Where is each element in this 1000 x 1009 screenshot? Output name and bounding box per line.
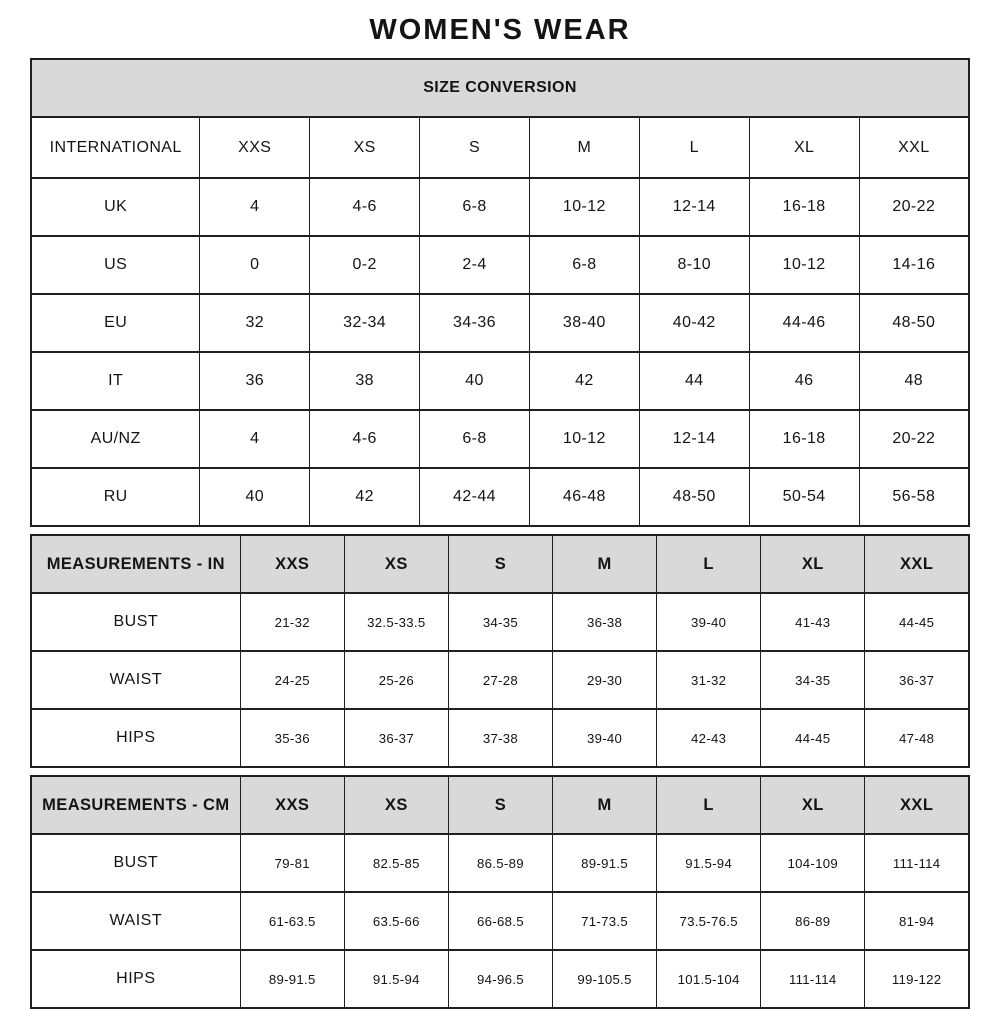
size-cell: 119-122 [865,950,969,1008]
size-cell: 99-105.5 [553,950,657,1008]
table-row [31,834,969,892]
table-title: MEASUREMENTS - IN [31,535,240,593]
column-header-row [31,535,969,593]
size-cell: 50-54 [749,468,859,526]
row-label: AU/NZ [31,410,200,468]
size-cell: 4 [200,178,310,236]
size-cell: 32-34 [310,294,420,352]
size-cell: XL [749,117,859,178]
size-cell: 2-4 [420,236,530,294]
size-cell: 46 [749,352,859,410]
size-cell: 71-73.5 [553,892,657,950]
row-label: HIPS [31,950,240,1008]
size-cell: 89-91.5 [240,950,344,1008]
size-cell: 32.5-33.5 [344,593,448,651]
size-cell: 36-37 [865,651,969,709]
size-cell: 10-12 [529,178,639,236]
size-cell: 29-30 [553,651,657,709]
size-cell: 44 [639,352,749,410]
row-label: UK [31,178,200,236]
size-cell: 73.5-76.5 [657,892,761,950]
size-cell: 48-50 [639,468,749,526]
size-cell: 111-114 [761,950,865,1008]
size-cell: 44-45 [865,593,969,651]
row-label: US [31,236,200,294]
size-cell: 34-36 [420,294,530,352]
size-cell: 20-22 [859,410,969,468]
row-label: INTERNATIONAL [31,117,200,178]
row-label: WAIST [31,892,240,950]
column-header: L [657,776,761,834]
size-cell: 40-42 [639,294,749,352]
size-cell: 10-12 [529,410,639,468]
size-cell: 12-14 [639,410,749,468]
size-cell: 89-91.5 [553,834,657,892]
column-header: XS [344,776,448,834]
size-cell: XS [310,117,420,178]
size-cell: 61-63.5 [240,892,344,950]
table-row [31,468,969,526]
size-cell: 37-38 [448,709,552,767]
row-label: BUST [31,834,240,892]
size-cell: 38 [310,352,420,410]
size-cell: 4-6 [310,410,420,468]
size-cell: 48 [859,352,969,410]
banner-row [31,59,969,117]
size-cell: 79-81 [240,834,344,892]
size-cell: 40 [200,468,310,526]
size-conversion-table-body [31,59,969,526]
size-cell: 14-16 [859,236,969,294]
size-cell: 66-68.5 [448,892,552,950]
column-header: L [657,535,761,593]
size-cell: 35-36 [240,709,344,767]
size-cell: 6-8 [529,236,639,294]
size-cell: 0 [200,236,310,294]
table-row [31,593,969,651]
column-header: M [553,535,657,593]
row-label: WAIST [31,651,240,709]
size-cell: 16-18 [749,178,859,236]
row-label: BUST [31,593,240,651]
size-cell: 10-12 [749,236,859,294]
size-cell: XXL [859,117,969,178]
size-cell: 47-48 [865,709,969,767]
column-header: S [448,535,552,593]
size-cell: 44-46 [749,294,859,352]
table-title: SIZE CONVERSION [31,59,969,117]
column-header: XL [761,535,865,593]
page-title: WOMEN'S WEAR [369,14,631,46]
size-cell: 104-109 [761,834,865,892]
size-cell: 4-6 [310,178,420,236]
size-cell: 25-26 [344,651,448,709]
size-cell: 34-35 [761,651,865,709]
size-cell: 86.5-89 [448,834,552,892]
column-header: XL [761,776,865,834]
size-cell: 36 [200,352,310,410]
measurements-cm-table [30,775,970,1009]
measurements-cm-table-body [31,776,969,1008]
table-row [31,709,969,767]
measurements-in-table [30,534,970,768]
measurements-in-table-body [31,535,969,767]
size-cell: 6-8 [420,178,530,236]
size-cell: 101.5-104 [657,950,761,1008]
size-cell: 4 [200,410,310,468]
size-cell: 42-44 [420,468,530,526]
column-header: XXS [240,776,344,834]
size-cell: 6-8 [420,410,530,468]
size-cell: 42 [310,468,420,526]
column-header: XXL [865,776,969,834]
size-cell: XXS [200,117,310,178]
size-cell: 8-10 [639,236,749,294]
size-cell: 36-37 [344,709,448,767]
size-cell: 41-43 [761,593,865,651]
table-row [31,950,969,1008]
size-cell: 36-38 [553,593,657,651]
size-cell: 91.5-94 [344,950,448,1008]
size-cell: M [529,117,639,178]
column-header: XXL [865,535,969,593]
size-cell: 63.5-66 [344,892,448,950]
row-label: RU [31,468,200,526]
size-cell: 94-96.5 [448,950,552,1008]
size-cell: 32 [200,294,310,352]
column-header: XXS [240,535,344,593]
table-row [31,892,969,950]
size-cell: 39-40 [553,709,657,767]
size-cell: 31-32 [657,651,761,709]
size-cell: 12-14 [639,178,749,236]
size-cell: 24-25 [240,651,344,709]
table-title: MEASUREMENTS - CM [31,776,240,834]
table-row [31,410,969,468]
size-cell: 44-45 [761,709,865,767]
row-label: HIPS [31,709,240,767]
table-row [31,651,969,709]
column-header: XS [344,535,448,593]
table-row [31,178,969,236]
size-cell: 39-40 [657,593,761,651]
size-cell: 82.5-85 [344,834,448,892]
table-row [31,352,969,410]
size-cell: 111-114 [865,834,969,892]
size-cell: 0-2 [310,236,420,294]
row-label: IT [31,352,200,410]
size-cell: S [420,117,530,178]
table-row [31,236,969,294]
size-cell: 86-89 [761,892,865,950]
size-cell: 81-94 [865,892,969,950]
size-cell: 42-43 [657,709,761,767]
size-cell: 38-40 [529,294,639,352]
size-conversion-table [30,58,970,527]
size-cell: 48-50 [859,294,969,352]
size-cell: L [639,117,749,178]
column-header: M [553,776,657,834]
size-cell: 46-48 [529,468,639,526]
column-header: S [448,776,552,834]
size-cell: 20-22 [859,178,969,236]
size-cell: 21-32 [240,593,344,651]
size-cell: 27-28 [448,651,552,709]
table-row [31,294,969,352]
size-cell: 56-58 [859,468,969,526]
size-cell: 34-35 [448,593,552,651]
size-cell: 91.5-94 [657,834,761,892]
column-header-row [31,776,969,834]
size-cell: 40 [420,352,530,410]
size-cell: 16-18 [749,410,859,468]
row-label: EU [31,294,200,352]
table-row [31,117,969,178]
size-cell: 42 [529,352,639,410]
